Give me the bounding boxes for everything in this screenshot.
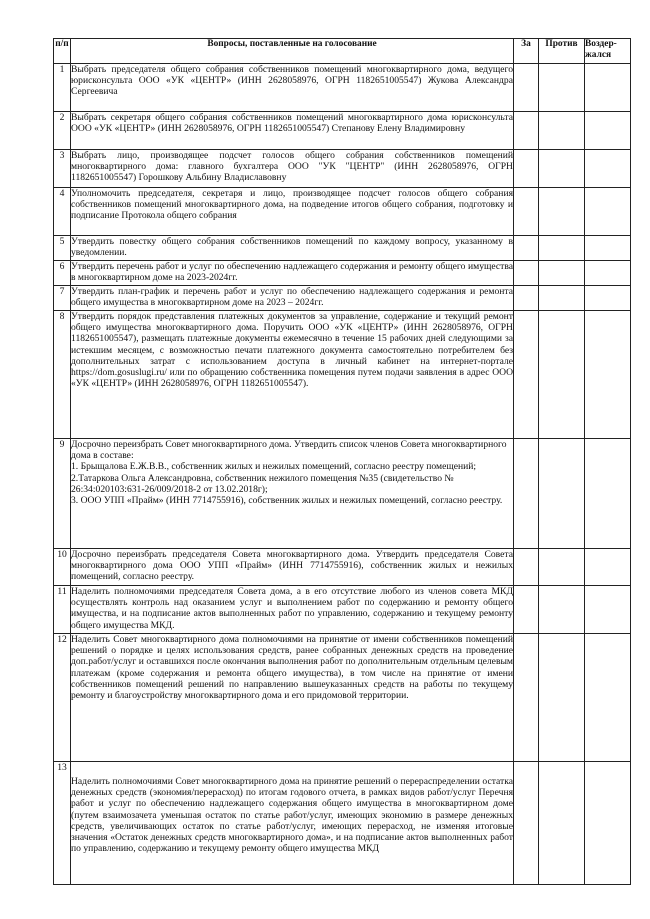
vote-abstain-cell[interactable] xyxy=(585,439,631,549)
table-row xyxy=(54,112,631,150)
table-row xyxy=(54,64,631,112)
question-paragraph: Наделить Совет многоквартирного дома полномочиями на принятие от имени собственников помещений решений о порядке и целях использования средств, ранее собранных денежных средств на проведение доп.работ/услуг и оставшихся после окончания выполнения работ по дополнительным отдельным целевым платежам (кроме содержания и ремонта общего имущества), в том числе на принятие от имени собственников помещений решений по направлению вышеуказанных средств на работы по текущему ремонту и благоустройству многоквартирного дома и его придомовой территории. xyxy=(71,634,513,702)
table-row xyxy=(54,634,631,762)
row-number: 10 xyxy=(54,549,71,586)
vote-abstain-cell[interactable] xyxy=(585,311,631,439)
vote-against-cell[interactable] xyxy=(539,188,585,236)
vote-against-cell[interactable] xyxy=(539,762,585,885)
question-paragraph: Утвердить план-график и перечень работ и услуг по обеспечению надлежащего содержания и ремонта общего имущества в многоквартирном доме на 2023 – 2024гг. xyxy=(71,286,513,309)
table-row xyxy=(54,586,631,634)
row-number: 13 xyxy=(54,762,71,885)
vote-abstain-cell[interactable] xyxy=(585,549,631,586)
question-text xyxy=(71,549,514,586)
question-text xyxy=(71,236,514,261)
vote-yes-cell[interactable] xyxy=(514,586,539,634)
row-number: 7 xyxy=(54,286,71,311)
vote-against-cell[interactable] xyxy=(539,549,585,586)
vote-yes-cell[interactable] xyxy=(514,261,539,286)
question-text xyxy=(71,188,514,236)
question-paragraph: Досрочно переизбрать председателя Совета многоквартирного дома. Утвердить председателя Совета многоквартирного дома ООО УПП «Прайм» (ИНН 7714755916), собственник жилых и нежилых помещений, согласно реестру. xyxy=(71,549,513,583)
vote-yes-cell[interactable] xyxy=(514,188,539,236)
vote-abstain-cell[interactable] xyxy=(585,586,631,634)
header-abstain: Воздер- жался xyxy=(585,39,631,64)
vote-yes-cell[interactable] xyxy=(514,634,539,762)
vote-against-cell[interactable] xyxy=(539,112,585,150)
table-row xyxy=(54,188,631,236)
vote-abstain-cell[interactable] xyxy=(585,261,631,286)
question-text xyxy=(71,762,514,885)
header-number: п/п xyxy=(54,39,71,64)
question-paragraph: 2.Татаркова Ольга Александровна, собственник нежилого помещения №35 (свидетельство № 26:34:020103:631-26/009/2018-2 от 13.02.2018г); xyxy=(71,472,454,495)
vote-yes-cell[interactable] xyxy=(514,549,539,586)
vote-against-cell[interactable] xyxy=(539,236,585,261)
vote-abstain-cell[interactable] xyxy=(585,634,631,762)
row-number: 2 xyxy=(54,112,71,150)
vote-yes-cell[interactable] xyxy=(514,236,539,261)
vote-yes-cell[interactable] xyxy=(514,311,539,439)
row-number: 11 xyxy=(54,586,71,634)
vote-abstain-cell[interactable] xyxy=(585,188,631,236)
vote-against-cell[interactable] xyxy=(539,261,585,286)
header-yes: За xyxy=(514,39,539,64)
vote-against-cell[interactable] xyxy=(539,586,585,634)
question-text xyxy=(71,261,514,286)
vote-against-cell[interactable] xyxy=(539,286,585,311)
question-paragraph: Досрочно переизбрать Совет многоквартирного дома. Утвердить список членов Совета многоквартирного дома в составе: xyxy=(71,439,507,462)
question-paragraph: Уполномочить председателя, секретаря и лицо, производящее подсчет голосов общего собрания собственников помещений многоквартирного дома, на подведение итогов общего собрания, подготовку и подписание Протокола общего собрания xyxy=(71,188,513,222)
voting-table xyxy=(53,38,631,885)
vote-yes-cell[interactable] xyxy=(514,150,539,188)
row-number: 6 xyxy=(54,261,71,286)
vote-against-cell[interactable] xyxy=(539,439,585,549)
question-paragraph: Наделить полномочиями председателя Совета дома, а в его отсутствие любого из членов совета МКД осуществлять контроль над оказанием услуг и выполнением работ по содержанию и ремонту общего имущества, и на подписание актов выполненных работ по управлению, содержанию и текущему ремонту общего имущества МКД. xyxy=(71,586,513,631)
vote-yes-cell[interactable] xyxy=(514,112,539,150)
question-text xyxy=(71,634,514,762)
vote-abstain-cell[interactable] xyxy=(585,112,631,150)
header-against: Против xyxy=(539,39,585,64)
question-text xyxy=(71,286,514,311)
table-row xyxy=(54,311,631,439)
vote-yes-cell[interactable] xyxy=(514,286,539,311)
vote-abstain-cell[interactable] xyxy=(585,762,631,885)
vote-against-cell[interactable] xyxy=(539,634,585,762)
question-paragraph: 1. Брыщалова Е.Ж.В.В., собственник жилых и нежилых помещений, согласно реестру помещений; xyxy=(71,461,477,473)
question-paragraph: Наделить полномочиями Совет многоквартирного дома на принятие решений о перераспределении остатка денежных средств (экономия/перерасход) по итогам годового отчета, в рамках видов работ/услуг Перечня работ и услуг по обеспечению надлежащего содержания общего имущества в многоквартирном доме (путем взаимозачета уменьшая остаток по статье работ/услуг, имеющих экономию в размере денежных средств, увеличивающих остаток по статье работ/услуг, имеющих перерасход, не изменяя итоговые значения «Остаток денежных средств многоквартирного дома», и на подписание актов выполненных работ по управлению, содержанию и текущему ремонту общего имущества МКД xyxy=(71,776,513,855)
table-row xyxy=(54,549,631,586)
vote-against-cell[interactable] xyxy=(539,150,585,188)
vote-yes-cell[interactable] xyxy=(514,439,539,549)
table-row xyxy=(54,762,631,885)
question-text xyxy=(71,64,514,112)
question-paragraph: Утвердить порядок представления платежных документов за управление, содержание и текущий ремонт общего имущества многоквартирного дома. Поручить ООО «УК «ЦЕНТР» (ИНН 2628058976, ОГРН 1182651005547), размещать платежные документы ежемесячно в течение 15 рабочих дней следующими за истекшим месяцем, с возможностью печати платежного документа самостоятельно потребителем без дополнительных затрат с использованием доступа в личный кабинет на интернет-портале https://dom.gosuslugi.ru/ или по обращению собственника помещения путем подачи заявления в адрес ООО «УК «ЦЕНТР» (ИНН 2628058976, ОГРН 1182651005547). xyxy=(71,311,513,390)
table-row xyxy=(54,439,631,549)
vote-abstain-cell[interactable] xyxy=(585,286,631,311)
question-text xyxy=(71,586,514,634)
question-paragraph: Выбрать секретаря общего собрания собственников помещений многоквартирного дома юрисконсульта ООО «УК «ЦЕНТР» (ИНН 2628058976, ОГРН 1182651005547) Степанову Елену Владимировну xyxy=(71,112,513,135)
vote-abstain-cell[interactable] xyxy=(585,64,631,112)
row-number: 4 xyxy=(54,188,71,236)
row-number: 3 xyxy=(54,150,71,188)
row-number: 8 xyxy=(54,311,71,439)
table-row xyxy=(54,236,631,261)
question-paragraph: 3. ООО УПП «Прайм» (ИНН 7714755916), собственник жилых и нежилых помещений, согласно реестру. xyxy=(71,495,503,507)
vote-abstain-cell[interactable] xyxy=(585,150,631,188)
question-paragraph: Выбрать председателя общего собрания собственников помещений многоквартирного дома, ведущего юрисконсульта ООО «УК «ЦЕНТР» (ИНН 2628058976, ОГРН 1182651005547) Жукова Александра Сергеевича xyxy=(71,64,513,98)
vote-against-cell[interactable] xyxy=(539,311,585,439)
row-number: 1 xyxy=(54,64,71,112)
table-body xyxy=(54,64,631,885)
question-paragraph: Выбрать лицо, производящее подсчет голосов общего собрания собственников помещений многоквартирного дома: главного бухгалтера ООО "УК "ЦЕНТР" (ИНН 2628058976, ОГРН 1182651005547) Горошкову Альбину Владиславовну xyxy=(71,150,513,184)
question-text xyxy=(71,439,514,549)
table-row xyxy=(54,286,631,311)
question-paragraph: Утвердить перечень работ и услуг по обеспечению надлежащего содержания и ремонту общего имущества в многоквартирном доме на 2023-2024гг. xyxy=(71,261,513,284)
question-paragraph: Утвердить повестку общего собрания собственников помещений по каждому вопросу, указанному в уведомлении. xyxy=(71,236,513,259)
table-row xyxy=(54,261,631,286)
vote-abstain-cell[interactable] xyxy=(585,236,631,261)
row-number: 5 xyxy=(54,236,71,261)
question-text xyxy=(71,311,514,439)
header-question: Вопросы, поставленные на голосование xyxy=(71,39,514,64)
table-header-row xyxy=(54,39,631,64)
row-number: 9 xyxy=(54,439,71,549)
question-text xyxy=(71,112,514,150)
question-text xyxy=(71,150,514,188)
row-number: 12 xyxy=(54,634,71,762)
table-row xyxy=(54,150,631,188)
vote-against-cell[interactable] xyxy=(539,64,585,112)
vote-yes-cell[interactable] xyxy=(514,64,539,112)
vote-yes-cell[interactable] xyxy=(514,762,539,885)
